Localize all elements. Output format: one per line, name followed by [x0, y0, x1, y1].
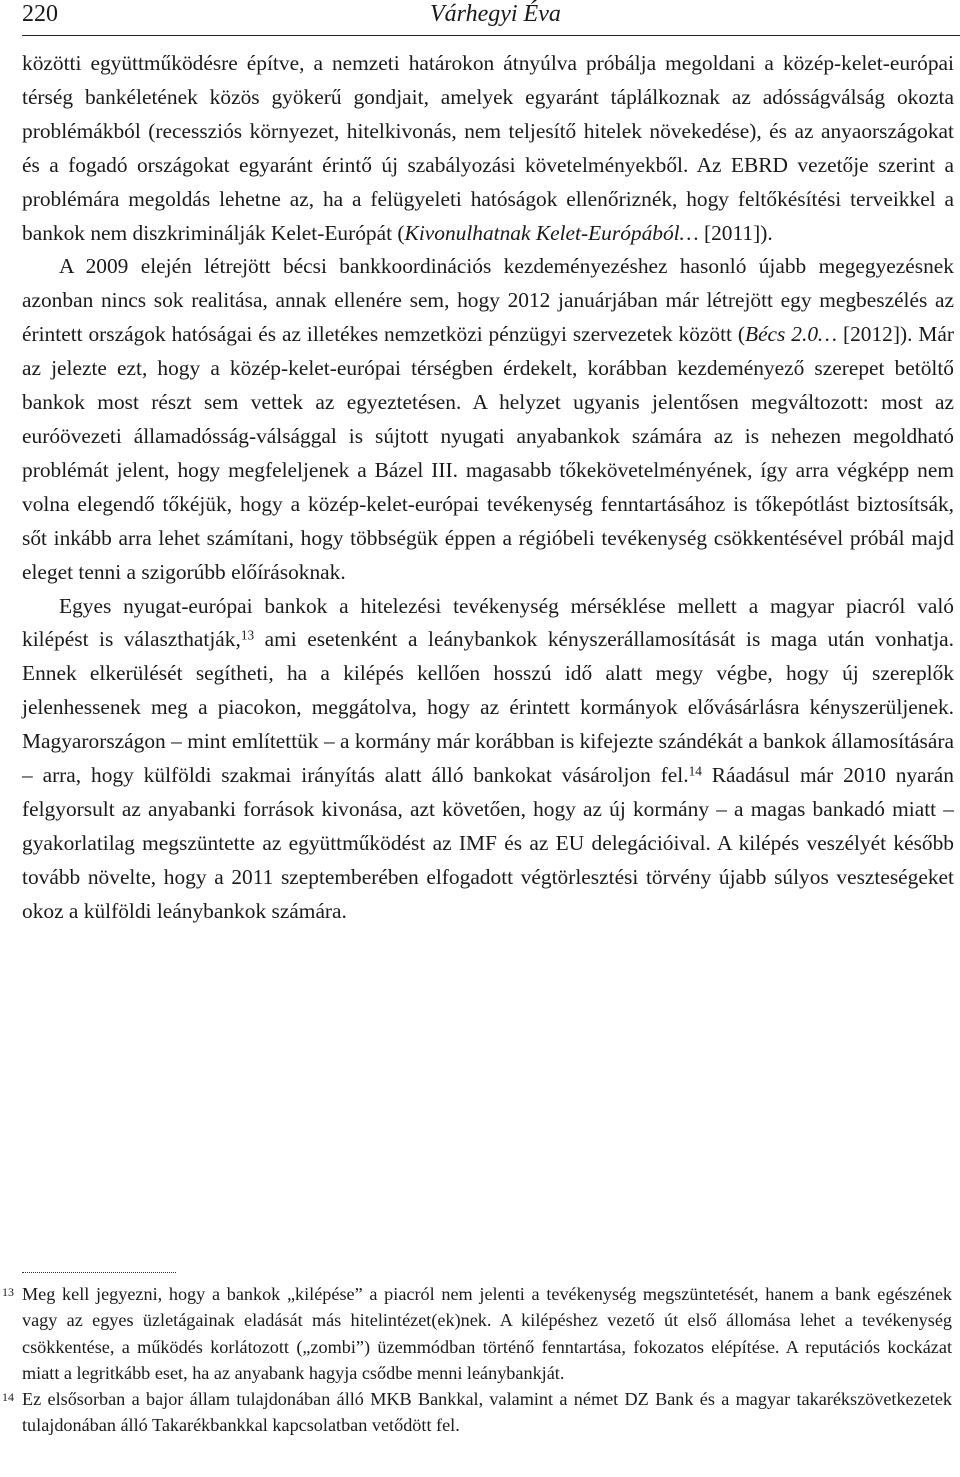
- italic-citation: Kivonulhatnak Kelet-Európából…: [404, 220, 699, 245]
- footnotes: [0, 1281, 960, 1439]
- italic-citation: Bécs 2.0…: [745, 322, 838, 347]
- footnote-text: Meg kell jegyezni, hogy a bankok „kilépése” a piacról nem jelenti a tevékenység megszüntetését, hanem a bank egészének vagy az egyes üzletágainak eladását más hitelintézet(ek)nek. A kilépéshez vezető út első állomása lehet a tevékenység csökkentése, a működés korlátozott („zombi”) üzemmódban történő fenntartása, fokozatos elépítése. A reputációs kockázat miatt a legritkább eset, ha az anyabank hagyja csődbe menni leánybankját.: [22, 1284, 952, 1383]
- page-number: 220: [22, 1, 58, 27]
- text-run: Egyes nyugat-európai bankok a hitelezési tevékenység mérséklése mellett a magyar piacról való kilépést is választhatják,: [22, 593, 954, 652]
- page-header: [22, 0, 960, 36]
- text-run: [2012]). Már az jelezte ezt, hogy a közép-kelet-európai térségben érdekelt, korábban kezdeményező szerepet betöltő bankok most részt sem vettek az egyeztetésen. A helyzet ugyanis jelentősen megváltozott: most az euróövezeti államadósság-válsággal is sújtott nyugati anyabankok számára az is nehezen megoldható problémát jelent, hogy megfeleljenek a Bázel III. magasabb tőkekövetelményének, így arra végképp nem volna elegendő tőkéjük, hogy a közép-kelet-európai tevékenység fenntartásához is tőkepótlást biztosítsák, sőt inkább arra lehet számítani, hogy többségük éppen a régióbeli tevékenység csökkentésével próbál majd eleget tenni a szigorúbb előírásoknak.: [22, 322, 954, 584]
- footnote-separator: [22, 1272, 176, 1273]
- footnote-text: Ez elsősorban a bajor állam tulajdonában álló MKB Bankkal, valamint a német DZ Bank és a magyar takarékszövetkezetek tulajdonában álló Takarékbankkal kapcsolatban vetődött fel.: [22, 1389, 952, 1436]
- footnote-ref: 14: [688, 763, 702, 779]
- footnote-ref: 13: [240, 627, 255, 643]
- text-run: közötti együttműködésre építve, a nemzeti határokon átnyúlva próbálja megoldani a közép-kelet-európai térség bankéletének közös gyökerű gondjait, amelyek egyaránt táplálkoznak az adósságválság okozta problémákból (recessziós környezet, hitelkivonás, nem teljesítő hitelek növekedése), és az anyaországokat és a fogadó országokat egyaránt érintő új szabályozási követelményekből. Az EBRD vezetője szerint a problémára megoldás lehetne az, ha a felügyeleti hatóságok ellenőriznék, hogy feltőkésítési terveikkel a bankok nem diszkriminálják Kelet-Európát (: [22, 51, 954, 245]
- text-run: [2011]).: [698, 220, 773, 245]
- footnote-mark: 14: [2, 1390, 14, 1405]
- text-run: Ráadásul már 2010 nyarán felgyorsult az anyabanki források kivonása, azt követően, hogy az új kormány – a magas bankadó miatt – gyakorlatilag megszüntette az együttműködést az IMF és az EU delegációival. A kilépés veszélyét később tovább növelte, hogy a 2011 szeptemberében elfogadott végtörlesztési törvény újabb súlyos veszteségeket okoz a külföldi leánybankok számára.: [22, 763, 954, 923]
- footnote-mark: 13: [2, 1285, 14, 1299]
- body-text: [22, 47, 954, 929]
- paragraph: [22, 250, 954, 589]
- running-title: Várhegyi Éva: [430, 1, 561, 27]
- text-run: A 2009 elején létrejött bécsi bankkoordinációs kezdeményezéshez hasonló újabb megegyezésnek azonban nincs sok realitása, annak ellenére sem, hogy 2012 januárjában már létrejött egy megbeszélés az érintett országok hatóságai és az illetékes nemzetközi pénzügyi szervezetek között (: [22, 254, 954, 347]
- footnote: [0, 1281, 960, 1386]
- paragraph: [22, 47, 954, 250]
- header-rule: [22, 35, 960, 36]
- paragraph: [22, 590, 954, 929]
- footnote: [0, 1386, 960, 1439]
- text-run: ami esetenként a leánybankok kényszerállamosítását is maga után vonhatja. Ennek elkerülését segítheti, ha a kilépés kellően hosszú idő alatt megy végbe, hogy új szereplők jelenhessenek meg a piacokon, meggátolva, hogy az érintett kormányok elővásárlásra kényszerüljenek. Magyarországon – mint említettük – a kormány már korábban is kifejezte szándékát a bankok államosítására – arra, hogy külföldi szakmai irányítás alatt álló bankokat vásároljon fel.: [22, 627, 954, 788]
